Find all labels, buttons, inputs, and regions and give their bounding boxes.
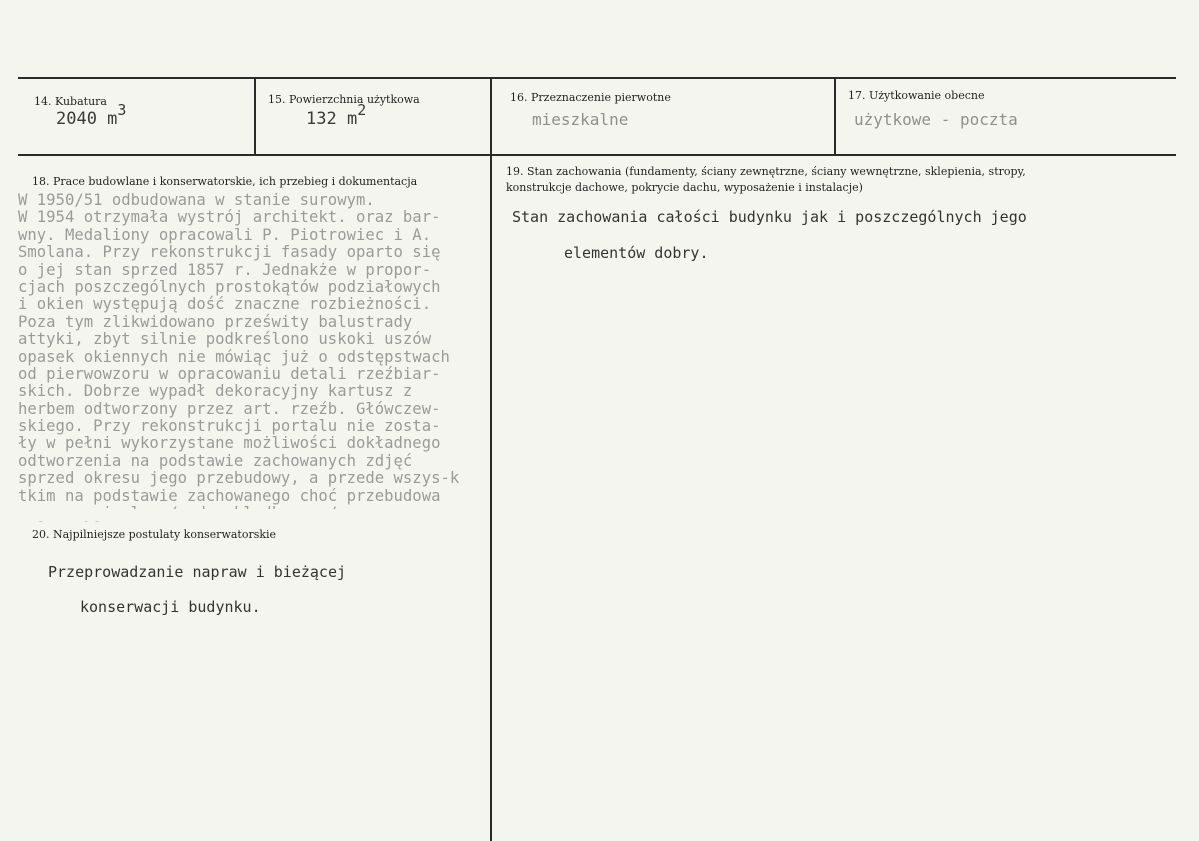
field-18-line: opasek okiennych nie mówiąc już o odstępstwach <box>18 347 450 366</box>
field-20-text-line1: Przeprowadzanie napraw i bieżącej <box>48 563 347 581</box>
powierzchnia-value: 132 m <box>306 109 358 129</box>
field-20-text-line2: konserwacji budynku. <box>80 598 261 616</box>
field-18-line: W 1954 otrzymała wystrój architekt. oraz bar- <box>18 208 441 227</box>
field-18-line: skich. Dobrze wypadł dekoracyjny kartusz z <box>18 382 413 401</box>
field-18-line: odtworzenia na podstawie zachowanych zdjęć <box>18 451 413 470</box>
field-18-line: attyki, zbyt silnie podkreślono uskoki uszów <box>18 330 432 349</box>
field-15-value <box>306 101 367 129</box>
top-rule <box>18 77 1176 79</box>
field-18-line: skiego. Przy rekonstrukcji portalu nie zosta- <box>18 417 441 436</box>
col-divider-16-17 <box>834 78 836 156</box>
field-17-label: 17. Użytkowanie obecne <box>848 89 985 102</box>
field-18-line: cjach poszczególnych prostokątów podziałowych <box>18 277 441 296</box>
field-20-label: 20. Najpilniejsze postulaty konserwatorskie <box>32 528 277 541</box>
field-17-value: użytkowe - poczta <box>854 110 1018 129</box>
field-18-line: wny. Medaliony opracowali P. Piotrowiec i A. <box>18 225 432 244</box>
field-18-line: sprzed okresu jego przebudowy, a przede wszys-k <box>18 469 460 488</box>
powierzchnia-unit-sup: 2 <box>357 101 367 119</box>
col-divider-14-15 <box>254 78 256 156</box>
field-16-value: mieszkalne <box>532 110 629 129</box>
field-14-label: 14. Kubatura <box>34 95 107 108</box>
field-19-text-line2: elementów dobry. <box>564 244 709 262</box>
field-18-line: Poza tym zlikwidowano prześwity balustrady <box>18 312 413 331</box>
field-16-label: 16. Przeznaczenie pierwotne <box>510 91 671 104</box>
field-18-line: ły w pełni wykorzystane możliwości dokładnego <box>18 434 441 453</box>
field-18-label: 18. Prace budowlane i konserwatorskie, ich przebieg i dokumentacja <box>32 175 418 188</box>
kubatura-value: 2040 m <box>56 109 118 129</box>
field-18-line: i okien występują dość znaczne rozbieżności. <box>18 295 432 314</box>
field-18-line: herbem odtworzony przez art. rzeźb. Główczew- <box>18 399 441 418</box>
field-18-line: o jej stan sprzed 1857 r. Jednakże w propor- <box>18 260 432 279</box>
kubatura-unit-sup: 3 <box>117 101 127 119</box>
row-divider <box>18 154 1176 156</box>
field-18-line: Smolana. Przy rekonstrukcji fasady oparto się <box>18 243 441 262</box>
field-19-text-line1: Stan zachowania całości budynku jak i poszczególnych jego <box>512 208 1027 226</box>
field-18-line: W 1950/51 odbudowana w stanie surowym. <box>18 191 375 209</box>
field-18-line: tkim na podstawie zachowanego choć przebudowa <box>18 486 441 505</box>
field-18-text <box>18 192 503 522</box>
field-19-label-line2: konstrukcje dachowe, pokrycie dachu, wyposażenie i instalacje) <box>506 181 863 194</box>
field-18-line: od pierwowzoru w opracowaniu detali rzeźbiar- <box>18 364 441 383</box>
field-14-value <box>56 101 127 129</box>
field-19-label-line1: 19. Stan zachowania (fundamenty, ściany zewnętrzne, ściany wewnętrzne, sklepienia, stropy, <box>506 165 1026 178</box>
field-18-cut-overlay <box>18 509 490 521</box>
field-15-label: 15. Powierzchnia użytkowa <box>268 93 420 106</box>
